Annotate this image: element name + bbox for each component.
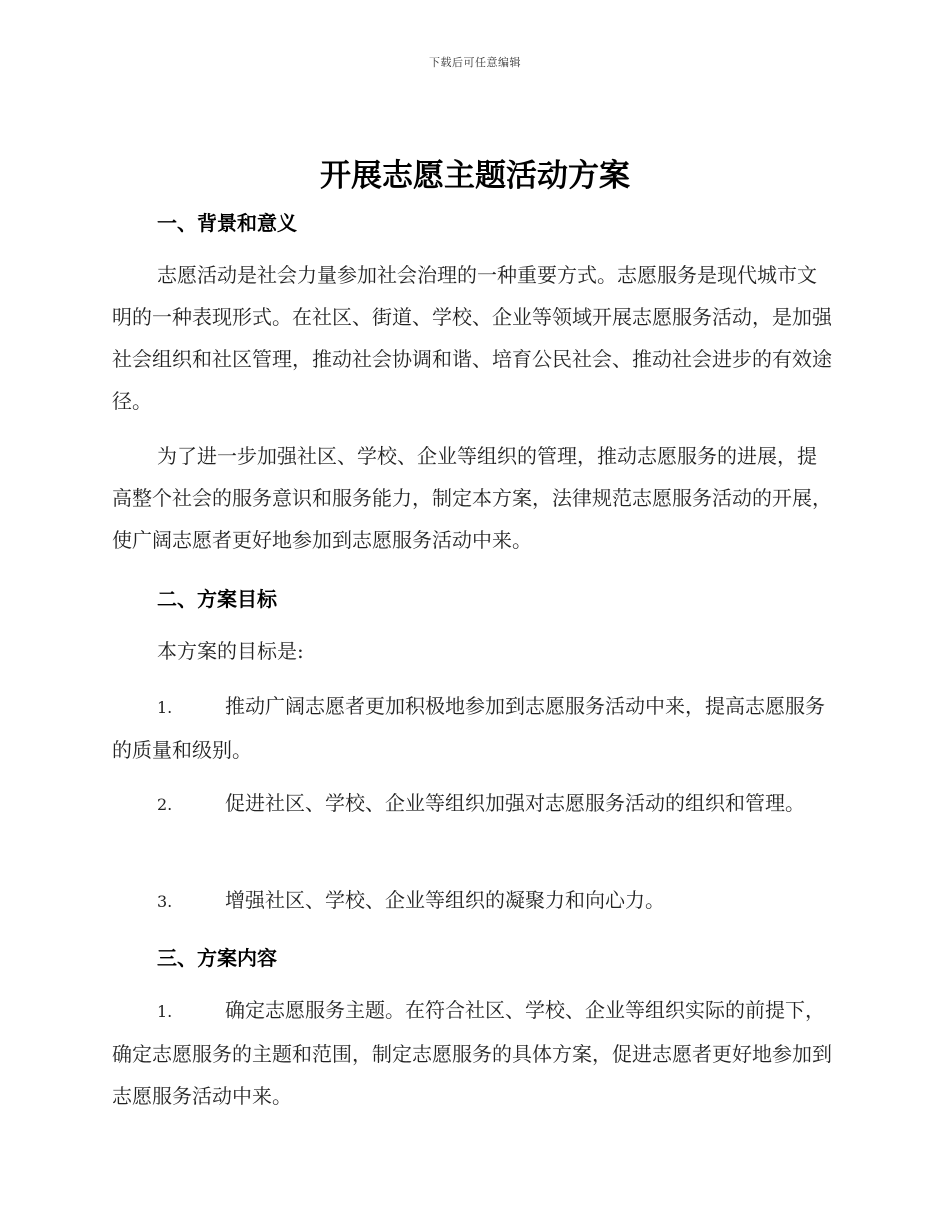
list-item (112, 685, 834, 771)
list-item-text: 确定志愿服务主题。在符合社区、学校、企业等组织实际的前提下，确定志愿服务的主题和范围，制定志愿服务的具体方案，促进志愿者更好地参加到志愿服务活动中来。 (112, 998, 832, 1108)
section-heading-goals: 二、方案目标 (157, 587, 277, 611)
list-item-number: 1. (157, 698, 173, 717)
paragraph-background-2: 为了进一步加强社区、学校、企业等组织的管理，推动志愿服务的进展，提高整个社会的服务意识和服务能力，制定本方案，法律规范志愿服务活动的开展，使广阔志愿者更好地参加到志愿服务活动中来。 (112, 444, 832, 552)
page-header-note: 下载后可任意编辑 (429, 56, 521, 69)
list-item-number: 3. (157, 892, 173, 911)
list-item (112, 989, 834, 1117)
goals-intro: 本方案的目标是: (157, 639, 304, 663)
list-item (112, 879, 834, 923)
list-item (112, 782, 834, 826)
section-heading-content: 三、方案内容 (157, 946, 277, 970)
list-item-number: 2. (157, 795, 173, 814)
section-heading-background: 一、背景和意义 (157, 211, 297, 235)
list-item-text: 增强社区、学校、企业等组织的凝聚力和向心力。 (225, 888, 665, 912)
list-item-text: 促进社区、学校、企业等组织加强对志愿服务活动的组织和管理。 (225, 791, 805, 815)
paragraph-background-1: 志愿活动是社会力量参加社会治理的一种重要方式。志愿服务是现代城市文明的一种表现形式。在社区、街道、学校、企业等领域开展志愿服务活动，是加强社会组织和社区管理，推动社会协调和谐、培育公民社会、推动社会进步的有效途径。 (112, 263, 832, 413)
list-item-text: 推动广阔志愿者更加积极地参加到志愿服务活动中来，提高志愿服务的质量和级别。 (112, 694, 825, 762)
list-item-number: 1. (157, 1002, 173, 1021)
document-title: 开展志愿主题活动方案 (320, 158, 630, 194)
